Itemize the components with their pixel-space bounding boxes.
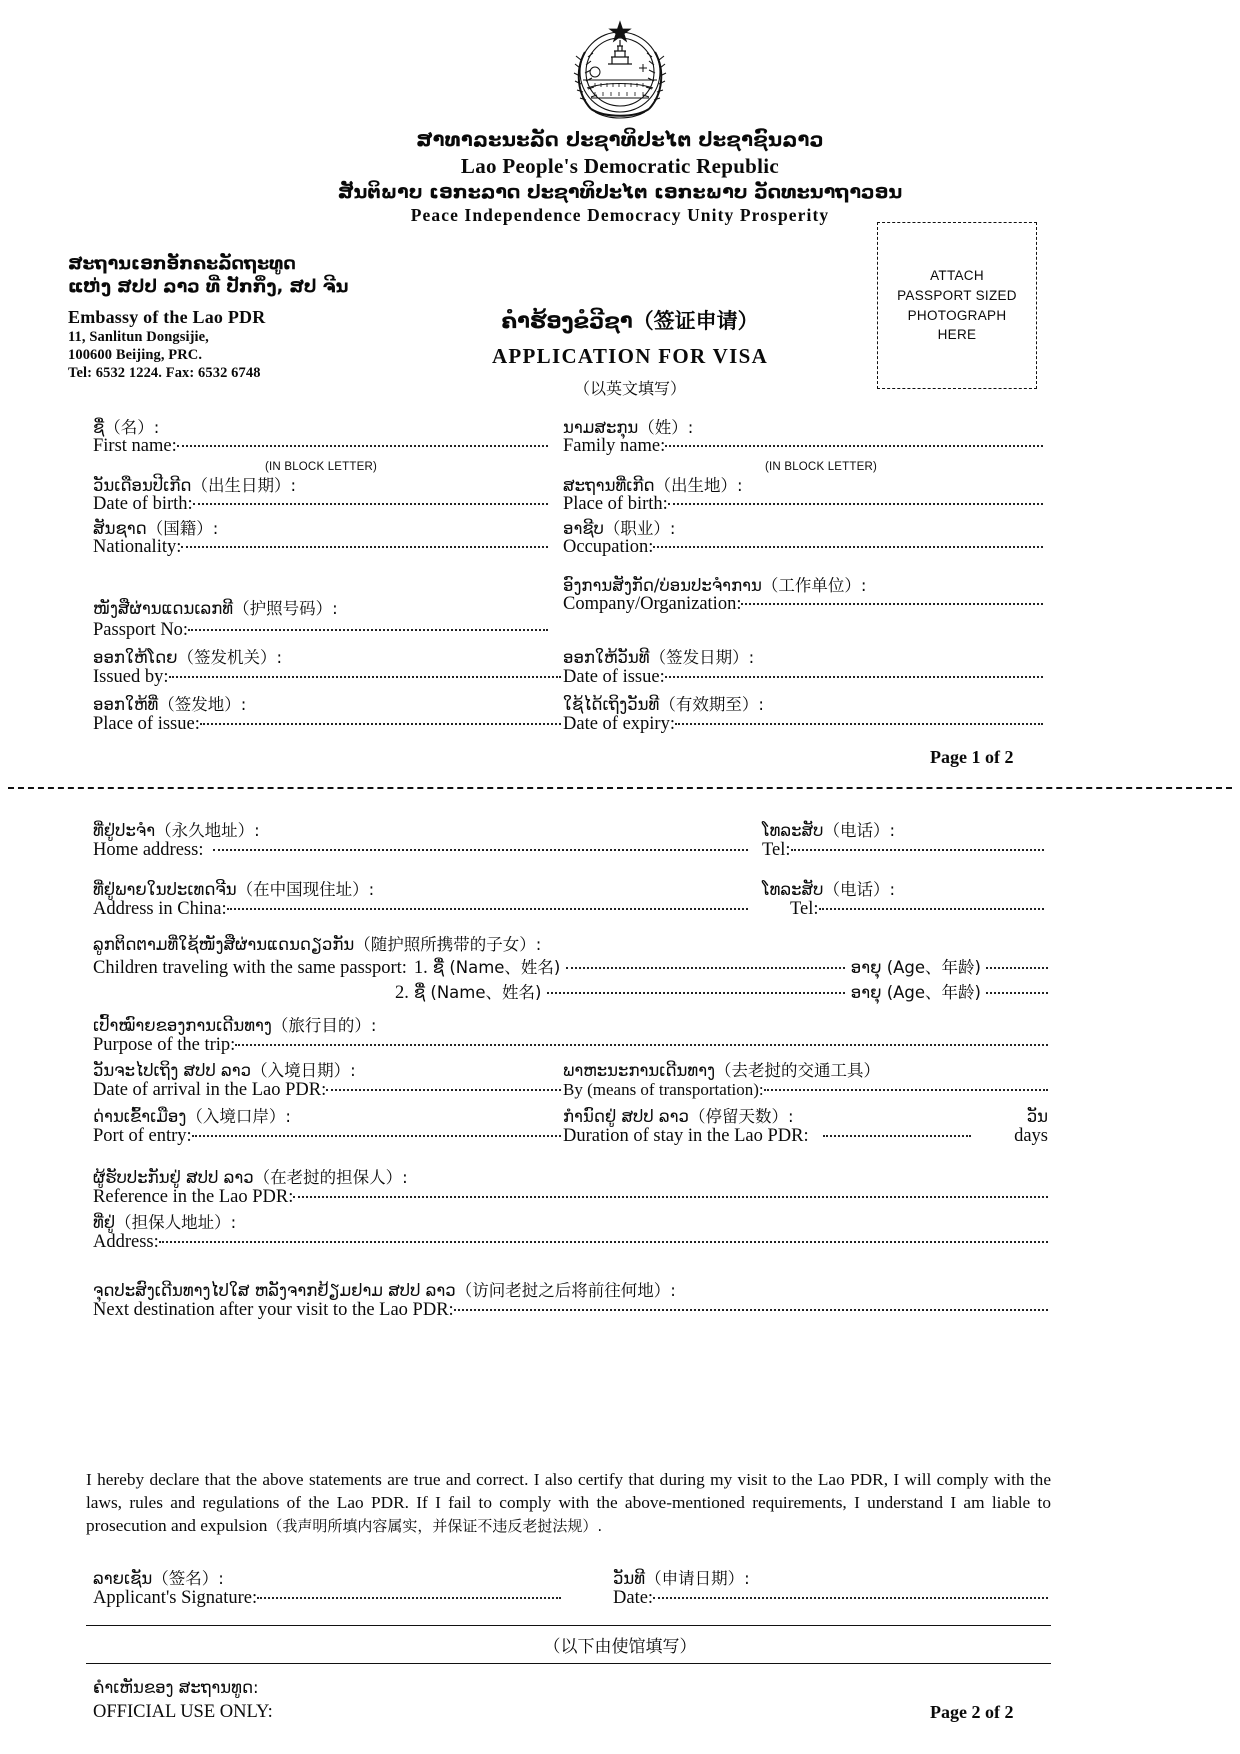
country-name-lao: ສາທາລະນະລັດ ປະຊາທິປະໄຕ ປະຊາຊົນລາວ — [416, 128, 824, 151]
date-of-issue-label: Date of issue: — [563, 667, 665, 687]
field-passport-no-lao: ໜັງສືຜ່ານແດນເລກທີ（护照号码）: — [93, 599, 338, 618]
field-date-of-issue-lao: ອອກໃຫ້ວັນທີ（签发日期）: — [563, 648, 755, 667]
tel-2-label: Tel: — [790, 899, 819, 919]
issued-by-label: Issued by: — [93, 667, 169, 687]
field-first-name[interactable] — [93, 436, 548, 457]
duration-unit-lao: ວັນ — [1026, 1107, 1048, 1126]
signature-label: Applicant's Signature: — [93, 1588, 258, 1608]
field-official-use — [93, 1702, 273, 1723]
home-address-label: Home address: — [93, 840, 204, 860]
transport-input[interactable] — [764, 1089, 1048, 1091]
date-of-birth-label: Date of birth: — [93, 494, 193, 514]
official-use-label: OFFICIAL USE ONLY: — [93, 1702, 273, 1722]
field-occupation[interactable] — [563, 537, 1043, 558]
field-place-of-birth[interactable] — [563, 494, 1043, 515]
next-destination-input[interactable] — [454, 1309, 1048, 1311]
embassy-contact: Tel: 6532 1224. Fax: 6532 6748 — [68, 364, 261, 381]
field-purpose-lao: ເປົ້າໝົາຍຂອງການເດີນທາງ（旅行目的）: — [93, 1016, 377, 1035]
field-home-address[interactable] — [93, 840, 748, 861]
date-of-expiry-label: Date of expiry: — [563, 714, 675, 734]
date-of-expiry-input[interactable] — [675, 723, 1043, 725]
family-name-input[interactable] — [665, 445, 1043, 447]
field-date-of-issue[interactable] — [563, 667, 1043, 688]
field-children-lao: ລູກຕິດຕາມທີ່ໃຊ້ໜັງສືຜ່ານແດນດຽວກັນ（随护照所携带的子女）: — [93, 935, 542, 954]
signature-input[interactable] — [257, 1597, 561, 1599]
children-2-age-label: ອາຍຸ (Age、年龄) — [850, 983, 981, 1002]
ref-address-label: Address: — [93, 1232, 159, 1252]
national-header — [0, 128, 1240, 227]
field-tel-1[interactable] — [762, 840, 1044, 861]
field-home-address-lao: ທີ່ຢູ່ປະຈຳ（永久地址）: — [93, 821, 260, 840]
field-ref-address-lao: ທີ່ຢູ່（担保人地址）: — [93, 1213, 237, 1232]
field-reference-lao: ຜູ້ຮັບປະກັນຢູ່ ສປປ ລາວ（在老挝的担保人）: — [93, 1168, 408, 1187]
field-first-name-lao: ຊື່（名）: — [93, 418, 160, 437]
arrival-input[interactable] — [326, 1089, 561, 1091]
field-place-of-issue[interactable] — [93, 714, 561, 735]
field-duration[interactable] — [563, 1126, 1048, 1147]
field-tel-1-lao: ໂທລະສັບ（电话）: — [762, 821, 896, 840]
date-input[interactable] — [653, 1597, 1048, 1599]
field-date-lao: ວັນທີ（申请日期）: — [613, 1569, 750, 1588]
children-2-age-input[interactable] — [986, 992, 1048, 994]
photo-box-line2: PASSPORT SIZED — [897, 287, 1017, 303]
family-name-label: Family name: — [563, 436, 666, 456]
form-title-block — [400, 305, 860, 399]
children-1-age-input[interactable] — [986, 967, 1048, 969]
field-tel-2-lao: ໂທລະສັບ（电话）: — [762, 880, 896, 899]
children-item-2-number: 2. — [395, 983, 409, 1003]
national-motto-english: Peace Independence Democracy Unity Prosperity — [410, 205, 830, 226]
field-address-china-lao: ທີ່ຢູ່ພາຍໃນປະເທດຈີນ（在中国现住址）: — [93, 880, 375, 899]
field-issued-by-lao: ອອກໃຫ້ໂດຍ（签发机关）: — [93, 648, 283, 667]
field-tel-2[interactable] — [790, 899, 1044, 920]
passport-no-label: Passport No: — [93, 620, 189, 640]
emblem-container — [0, 14, 1240, 131]
embassy-name-lao-line2: ແຫ່ງ ສປປ ລາວ ທີ່ ປັກກິ່ງ, ສປ ຈີນ — [68, 277, 349, 297]
first-name-label: First name: — [93, 436, 177, 456]
field-port-entry-lao: ດ່ານເຂົ້າເມືອງ（入境口岸）: — [93, 1107, 291, 1126]
children-2-name-input[interactable] — [547, 992, 844, 994]
field-signature-lao: ລາຍເຊັນ（签名）: — [93, 1569, 224, 1588]
official-use-divider-bottom — [86, 1663, 1051, 1664]
tel-2-input[interactable] — [819, 908, 1045, 910]
field-reference[interactable] — [93, 1187, 1048, 1208]
duration-label: Duration of stay in the Lao PDR: — [563, 1126, 809, 1146]
place-of-birth-input[interactable] — [668, 503, 1043, 505]
company-input[interactable] — [741, 603, 1043, 605]
field-next-destination[interactable] — [93, 1300, 1048, 1321]
form-title-instruction: （以英文填写） — [573, 379, 686, 398]
field-arrival[interactable] — [93, 1080, 561, 1101]
occupation-input[interactable] — [653, 546, 1043, 548]
passport-no-input[interactable] — [188, 629, 548, 631]
company-label: Company/Organization: — [563, 594, 742, 614]
field-purpose[interactable] — [93, 1035, 1048, 1056]
issued-by-input[interactable] — [169, 676, 561, 678]
field-address-china[interactable] — [93, 899, 748, 920]
children-2-name-label: ຊື່ (Name、姓名) — [413, 983, 542, 1002]
next-destination-label: Next destination after your visit to the Lao PDR: — [93, 1300, 454, 1320]
photo-box-line3: PHOTOGRAPH — [907, 307, 1007, 323]
arrival-label: Date of arrival in the Lao PDR: — [93, 1080, 327, 1100]
embassy-address-line1: 11, Sanlitun Dongsijie, — [68, 328, 209, 345]
field-date-of-birth-lao: ວັນເດືອນປີເກີດ（出生日期）: — [93, 476, 297, 495]
first-name-block-letter-note: (IN BLOCK LETTER) — [265, 461, 378, 473]
field-duration-lao: ກຳນົດຢູ່ ສປປ ລາວ（停留天数）: ວັນ — [563, 1107, 1048, 1126]
declaration-paragraph — [86, 1468, 1051, 1537]
official-use-header: （以下由使馆填写） — [543, 1637, 697, 1657]
page1-footer: Page 1 of 2 — [930, 747, 1014, 767]
page-separator — [8, 787, 1232, 789]
date-of-birth-input[interactable] — [193, 503, 548, 505]
children-label: Children traveling with the same passport: — [93, 958, 407, 978]
children-1-age-label: ອາຍຸ (Age、年龄) — [850, 958, 981, 977]
purpose-input[interactable] — [235, 1044, 1048, 1046]
embassy-name-lao-line1: ສະຖານເອກອັກຄະລັດຖະທູດ — [68, 254, 296, 274]
home-address-input[interactable] — [213, 849, 748, 851]
embassy-info-block — [68, 254, 398, 383]
field-arrival-lao: ວັນຈະໄປເຖິງ ສປປ ລາວ（入境日期）: — [93, 1061, 356, 1080]
place-of-issue-label: Place of issue: — [93, 714, 200, 734]
photo-box-line4: HERE — [937, 327, 977, 343]
form-title-english: APPLICATION FOR VISA — [491, 344, 769, 368]
form-title-lao: ຄຳຮ້ອງຂໍວີຊາ（签证申请） — [501, 309, 759, 333]
photo-box-line1: ATTACH — [930, 268, 984, 284]
field-transport-lao: ພາຫະນະການເດີນທາງ（去老挝的交通工具） — [563, 1061, 881, 1080]
children-item-1-number: 1. — [413, 958, 428, 978]
transport-label: By (means of transportation): — [563, 1080, 764, 1099]
nationality-input[interactable] — [181, 546, 548, 548]
family-name-block-letter-note: (IN BLOCK LETTER) — [765, 461, 878, 473]
reference-input[interactable] — [293, 1196, 1048, 1198]
date-of-issue-input[interactable] — [665, 676, 1043, 678]
field-date[interactable] — [613, 1588, 1048, 1609]
ref-address-input[interactable] — [159, 1241, 1048, 1243]
occupation-label: Occupation: — [563, 537, 654, 557]
national-motto-lao: ສັນຕິພາບ ເອກະລາດ ປະຊາທິປະໄຕ ເອກະພາບ ວັດທະນາຖາວອນ — [337, 180, 903, 203]
duration-input[interactable] — [823, 1135, 971, 1137]
field-issued-by[interactable] — [93, 667, 561, 688]
field-place-of-birth-lao: ສະຖານທີ່ເກີດ（出生地）: — [563, 476, 743, 495]
declaration-text-english: I hereby declare that the above statements are true and correct. I also certify that during my visit to the Lao PDR, I will comply with the laws, rules and regulations of the Lao PDR. If I fail to comply with the above-mentioned requirements, I understand I am liable to prosecution and expulsion — [86, 1470, 1051, 1535]
field-ref-address[interactable] — [93, 1232, 1048, 1253]
field-port-entry[interactable] — [93, 1126, 561, 1147]
field-nationality-lao: ສັນຊາດ（国籍）: — [93, 519, 219, 538]
place-of-birth-label: Place of birth: — [563, 494, 668, 514]
nationality-label: Nationality: — [93, 537, 182, 557]
duration-unit: days — [1014, 1126, 1048, 1146]
photo-attach-box[interactable] — [877, 222, 1037, 389]
address-china-label: Address in China: — [93, 899, 227, 919]
children-1-name-label: ຊື່ (Name、姓名) — [432, 958, 561, 977]
field-transport[interactable] — [563, 1080, 1048, 1100]
embassy-address-line2: 100600 Beijing, PRC. — [68, 346, 203, 363]
port-entry-input[interactable] — [192, 1135, 561, 1137]
official-use-divider-top — [86, 1625, 1051, 1626]
field-nationality[interactable] — [93, 537, 548, 558]
field-children-row-1[interactable] — [93, 954, 1048, 979]
field-children-row-2[interactable] — [395, 979, 1048, 1004]
tel-1-label: Tel: — [762, 840, 791, 860]
field-date-of-expiry[interactable] — [563, 714, 1043, 735]
lao-national-emblem-icon — [565, 14, 675, 126]
field-family-name-lao: ນາມສະກຸນ（姓）: — [563, 418, 694, 437]
field-passport-no[interactable] — [93, 620, 548, 641]
field-place-of-issue-lao: ອອກໃຫ້ທີ່（签发地）: — [93, 695, 247, 714]
place-of-issue-input[interactable] — [200, 723, 561, 725]
field-occupation-lao: ອາຊີບ（职业）: — [563, 519, 676, 538]
page2-footer: Page 2 of 2 — [930, 1702, 1014, 1722]
port-entry-label: Port of entry: — [93, 1126, 192, 1146]
tel-1-input[interactable] — [791, 849, 1045, 851]
field-official-use-lao: ຄຳເຫັນຂອງ ສະຖານທູດ: — [93, 1678, 259, 1697]
country-name-english: Lao People's Democratic Republic — [460, 153, 780, 178]
reference-label: Reference in the Lao PDR: — [93, 1187, 294, 1207]
field-company-lao: ອົງການສັງກັດ/ບ່ອນປະຈຳການ（工作单位）: — [563, 576, 867, 595]
address-china-input[interactable] — [227, 908, 748, 910]
field-date-of-expiry-lao: ໃຊ້ໄດ້ເຖິງວັນທີ（有效期至）: — [563, 695, 764, 714]
field-date-of-birth[interactable] — [93, 494, 548, 515]
embassy-name-english: Embassy of the Lao PDR — [68, 307, 266, 327]
children-1-name-input[interactable] — [566, 967, 844, 969]
field-company[interactable] — [563, 594, 1043, 615]
date-label: Date: — [613, 1588, 654, 1608]
first-name-input[interactable] — [177, 445, 548, 447]
declaration-text-chinese: （我声明所填内容属实，并保证不违反老挝法规）. — [267, 1517, 603, 1535]
field-signature[interactable] — [93, 1588, 561, 1609]
field-family-name[interactable] — [563, 436, 1043, 457]
purpose-label: Purpose of the trip: — [93, 1035, 236, 1055]
field-next-destination-lao: ຈຸດປະສົງເດີນທາງໄປໃສ ຫລັງຈາກຢ້ຽມຢາມ ສປປ ລາວ（访问老挝之后将前往何地）: — [93, 1281, 676, 1300]
